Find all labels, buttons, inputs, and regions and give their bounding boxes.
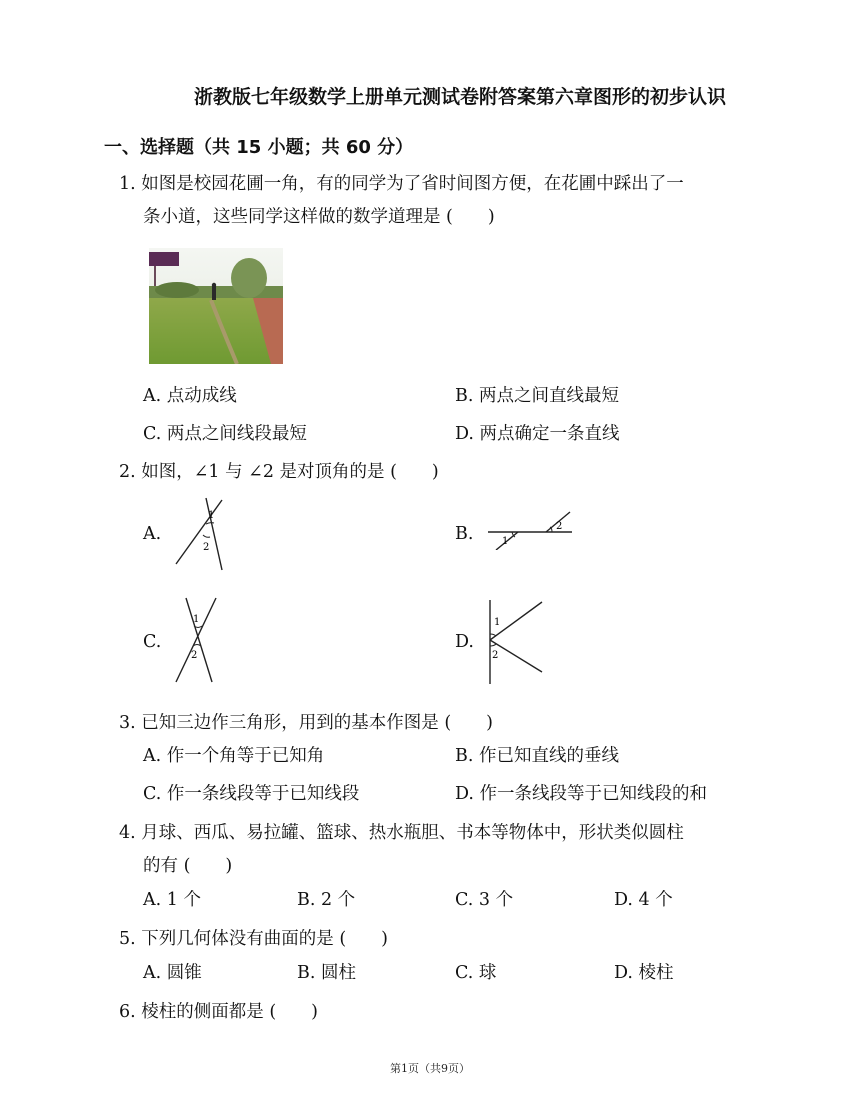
question-2-option-d: D. xyxy=(455,632,474,652)
question-4-option-b: B. 2 个 xyxy=(297,890,356,910)
question-2-figure-b xyxy=(484,506,576,550)
question-4-stem-line1: 4. 月球、西瓜、易拉罐、篮球、热水瓶胆、书本等物体中，形状类似圆柱 xyxy=(119,823,684,843)
page-footer: 第1页（共9页） xyxy=(390,1062,470,1075)
question-5-stem: 5. 下列几何体没有曲面的是 ( ) xyxy=(119,929,388,949)
question-3-option-c: C. 作一条线段等于已知线段 xyxy=(143,784,360,804)
document-title: 浙教版七年级数学上册单元测试卷附答案第六章图形的初步认识 xyxy=(193,86,726,108)
question-1-option-a: A. 点动成线 xyxy=(143,386,237,406)
question-4-option-d: D. 4 个 xyxy=(614,890,673,910)
angle-label-1: 1 xyxy=(208,510,215,521)
question-1-stem-line2: 条小道，这些同学这样做的数学道理是 ( ) xyxy=(143,207,495,227)
question-1-stem-line1: 1. 如图是校园花圃一角，有的同学为了省时间图方便，在花圃中踩出了一 xyxy=(119,174,684,194)
angle-label-2: 2 xyxy=(492,650,499,661)
question-2-option-b: B. xyxy=(455,524,474,544)
question-5-option-a: A. 圆锥 xyxy=(143,963,202,983)
question-2-option-c: C. xyxy=(143,632,162,652)
question-2-stem: 2. 如图，∠1 与 ∠2 是对顶角的是 ( ) xyxy=(119,462,439,482)
question-1-option-b: B. 两点之间直线最短 xyxy=(455,386,619,406)
angle-label-2: 2 xyxy=(191,650,198,661)
question-4-option-c: C. 3 个 xyxy=(455,890,514,910)
angle-label-1: 1 xyxy=(494,617,501,628)
question-3-option-a: A. 作一个角等于已知角 xyxy=(143,746,325,766)
question-2-figure-d xyxy=(482,598,548,686)
question-4-stem-line2: 的有 ( ) xyxy=(143,856,233,876)
question-2-figure-c xyxy=(172,596,222,684)
question-1-option-c: C. 两点之间线段最短 xyxy=(143,424,307,444)
question-5-option-c: C. 球 xyxy=(455,963,497,983)
question-3-option-b: B. 作已知直线的垂线 xyxy=(455,746,619,766)
question-2-figure-a xyxy=(168,494,238,574)
question-2-option-a: A. xyxy=(143,524,162,544)
angle-label-1: 1 xyxy=(193,614,200,625)
question-5-option-b: B. 圆柱 xyxy=(297,963,356,983)
angle-label-1: 1 xyxy=(502,536,509,547)
question-3-option-d: D. 作一条线段等于已知线段的和 xyxy=(455,784,708,804)
question-5-option-d: D. 棱柱 xyxy=(614,963,674,983)
question-6-stem: 6. 棱柱的侧面都是 ( ) xyxy=(119,1002,318,1022)
question-1-option-d: D. 两点确定一条直线 xyxy=(455,424,620,444)
campus-garden-photo xyxy=(149,248,283,364)
question-4-option-a: A. 1 个 xyxy=(143,890,201,910)
question-3-stem: 3. 已知三边作三角形，用到的基本作图是 ( ) xyxy=(119,713,493,733)
angle-label-2: 2 xyxy=(556,521,563,532)
section-heading: 一、选择题（共 15 小题；共 60 分） xyxy=(104,137,414,158)
angle-label-2: 2 xyxy=(203,542,210,553)
